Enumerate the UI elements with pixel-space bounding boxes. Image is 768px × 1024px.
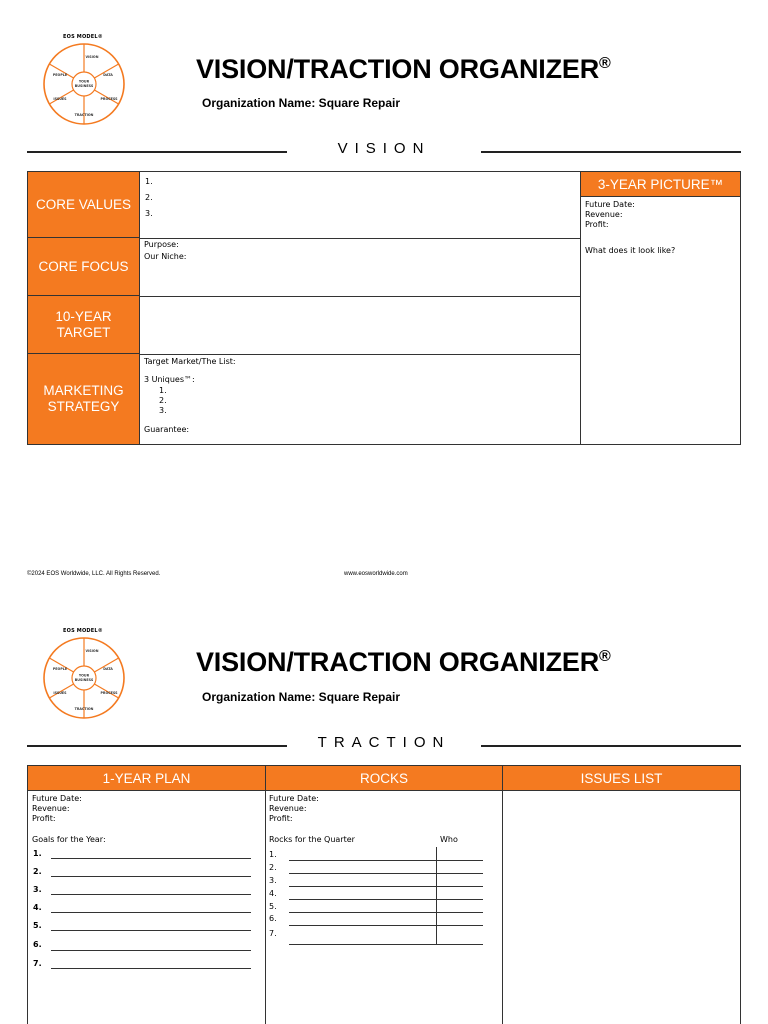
wheel-vision: VISION — [85, 649, 99, 653]
wheel-center-line1: YOUR — [78, 79, 90, 84]
issues-list-header: ISSUES LIST — [503, 766, 740, 791]
eos-logo — [38, 628, 128, 728]
goals-label: Goals for the Year: — [32, 835, 106, 844]
rock-line[interactable] — [289, 912, 483, 913]
rock-line[interactable] — [289, 886, 483, 887]
col-divider — [502, 765, 503, 1024]
wheel-issues: ISSUES — [53, 97, 67, 101]
three-year-profit: Profit: — [585, 220, 609, 229]
purpose-label: Purpose: — [144, 240, 179, 249]
section-title-vision: VISION — [337, 140, 431, 157]
three-year-look-like: What does it look like? — [585, 246, 676, 255]
organization-name: Organization Name: Square Repair — [202, 96, 401, 110]
footer-url[interactable]: www.eosworldwide.com — [344, 571, 408, 577]
rock-item: 6. — [269, 914, 277, 923]
rock-item: 1. — [269, 850, 277, 859]
one-year-revenue: Revenue: — [32, 804, 70, 813]
page-title: VISION/TRACTION ORGANIZER® — [196, 54, 611, 84]
wheel-data: DATA — [103, 667, 113, 671]
rock-line[interactable] — [289, 944, 483, 945]
goal-line[interactable] — [51, 968, 251, 969]
goal-line[interactable] — [51, 858, 251, 859]
rock-item: 3. — [269, 876, 277, 885]
wheel-issues: ISSUES — [53, 691, 67, 695]
section-rule-left — [27, 151, 287, 153]
goal-item: 1. — [33, 849, 42, 858]
goal-item: 2. — [33, 867, 42, 876]
three-year-picture-header: 3-YEAR PICTURE™ — [581, 172, 740, 197]
core-focus-label: CORE FOCUS — [28, 238, 139, 296]
niche-label: Our Niche: — [144, 252, 187, 261]
wheel-process: PROCESS — [100, 691, 118, 695]
logo-title: EOS MODEL® — [63, 628, 103, 634]
footer-copyright: ©2024 EOS Worldwide, LLC. All Rights Reserved. — [27, 571, 161, 577]
rock-item: 4. — [269, 889, 277, 898]
wheel-center-line2: BUSINESS — [74, 678, 94, 682]
rocks-header: ROCKS — [266, 766, 502, 791]
rock-item: 5. — [269, 902, 277, 911]
wheel-process: PROCESS — [100, 97, 118, 101]
eos-logo — [38, 34, 128, 134]
goal-item: 4. — [33, 903, 42, 912]
three-year-future-date: Future Date: — [585, 200, 635, 209]
goal-item: 5. — [33, 921, 42, 930]
core-value-item: 1. — [145, 177, 153, 186]
eos-wheel-icon — [42, 636, 126, 720]
section-rule-right — [481, 151, 741, 153]
wheel-people: PEOPLE — [52, 73, 68, 77]
organization-name: Organization Name: Square Repair — [202, 690, 401, 704]
unique-item: 2. — [159, 396, 167, 405]
target-market-label: Target Market/The List: — [144, 357, 236, 366]
wheel-center-line1: YOUR — [78, 673, 90, 678]
wheel-data: DATA — [103, 73, 113, 77]
rock-line[interactable] — [289, 873, 483, 874]
core-values-label: CORE VALUES — [28, 172, 139, 238]
row-divider — [139, 296, 580, 297]
rock-line[interactable] — [289, 860, 483, 861]
core-value-item: 2. — [145, 193, 153, 202]
rocks-future-date: Future Date: — [269, 794, 319, 803]
one-year-profit: Profit: — [32, 814, 56, 823]
goal-line[interactable] — [51, 912, 251, 913]
goal-item: 7. — [33, 959, 42, 968]
rocks-profit: Profit: — [269, 814, 293, 823]
wheel-center-line2: BUSINESS — [74, 84, 94, 88]
rock-item: 7. — [269, 929, 277, 938]
wheel-vision: VISION — [85, 55, 99, 59]
rocks-revenue: Revenue: — [269, 804, 307, 813]
logo-title: EOS MODEL® — [63, 34, 103, 40]
one-year-future-date: Future Date: — [32, 794, 82, 803]
goal-line[interactable] — [51, 950, 251, 951]
uniques-label: 3 Uniques™: — [144, 375, 195, 384]
who-label: Who — [440, 835, 458, 844]
col-divider — [265, 765, 266, 1024]
col-divider — [580, 172, 581, 444]
rock-line[interactable] — [289, 925, 483, 926]
goal-line[interactable] — [51, 930, 251, 931]
wheel-traction: TRACTION — [74, 707, 94, 711]
who-divider — [436, 847, 437, 945]
row-divider — [139, 238, 580, 239]
wheel-people: PEOPLE — [52, 667, 68, 671]
guarantee-label: Guarantee: — [144, 425, 190, 434]
goal-item: 6. — [33, 940, 42, 949]
section-rule-right — [481, 745, 741, 747]
wheel-traction: TRACTION — [74, 113, 94, 117]
goal-item: 3. — [33, 885, 42, 894]
three-year-revenue: Revenue: — [585, 210, 623, 219]
unique-item: 1. — [159, 386, 167, 395]
unique-item: 3. — [159, 406, 167, 415]
eos-wheel-icon — [42, 42, 126, 126]
rock-line[interactable] — [289, 899, 483, 900]
goal-line[interactable] — [51, 894, 251, 895]
marketing-strategy-label: MARKETING STRATEGY — [28, 354, 139, 444]
row-divider — [139, 354, 580, 355]
ten-year-target-label: 10-YEAR TARGET — [28, 296, 139, 354]
one-year-plan-header: 1-YEAR PLAN — [28, 766, 265, 791]
rocks-label: Rocks for the Quarter — [269, 835, 355, 844]
col-divider — [139, 172, 140, 444]
goal-line[interactable] — [51, 876, 251, 877]
core-value-item: 3. — [145, 209, 153, 218]
section-rule-left — [27, 745, 287, 747]
section-title-traction: TRACTION — [317, 734, 451, 751]
rock-item: 2. — [269, 863, 277, 872]
page-title: VISION/TRACTION ORGANIZER® — [196, 647, 611, 677]
